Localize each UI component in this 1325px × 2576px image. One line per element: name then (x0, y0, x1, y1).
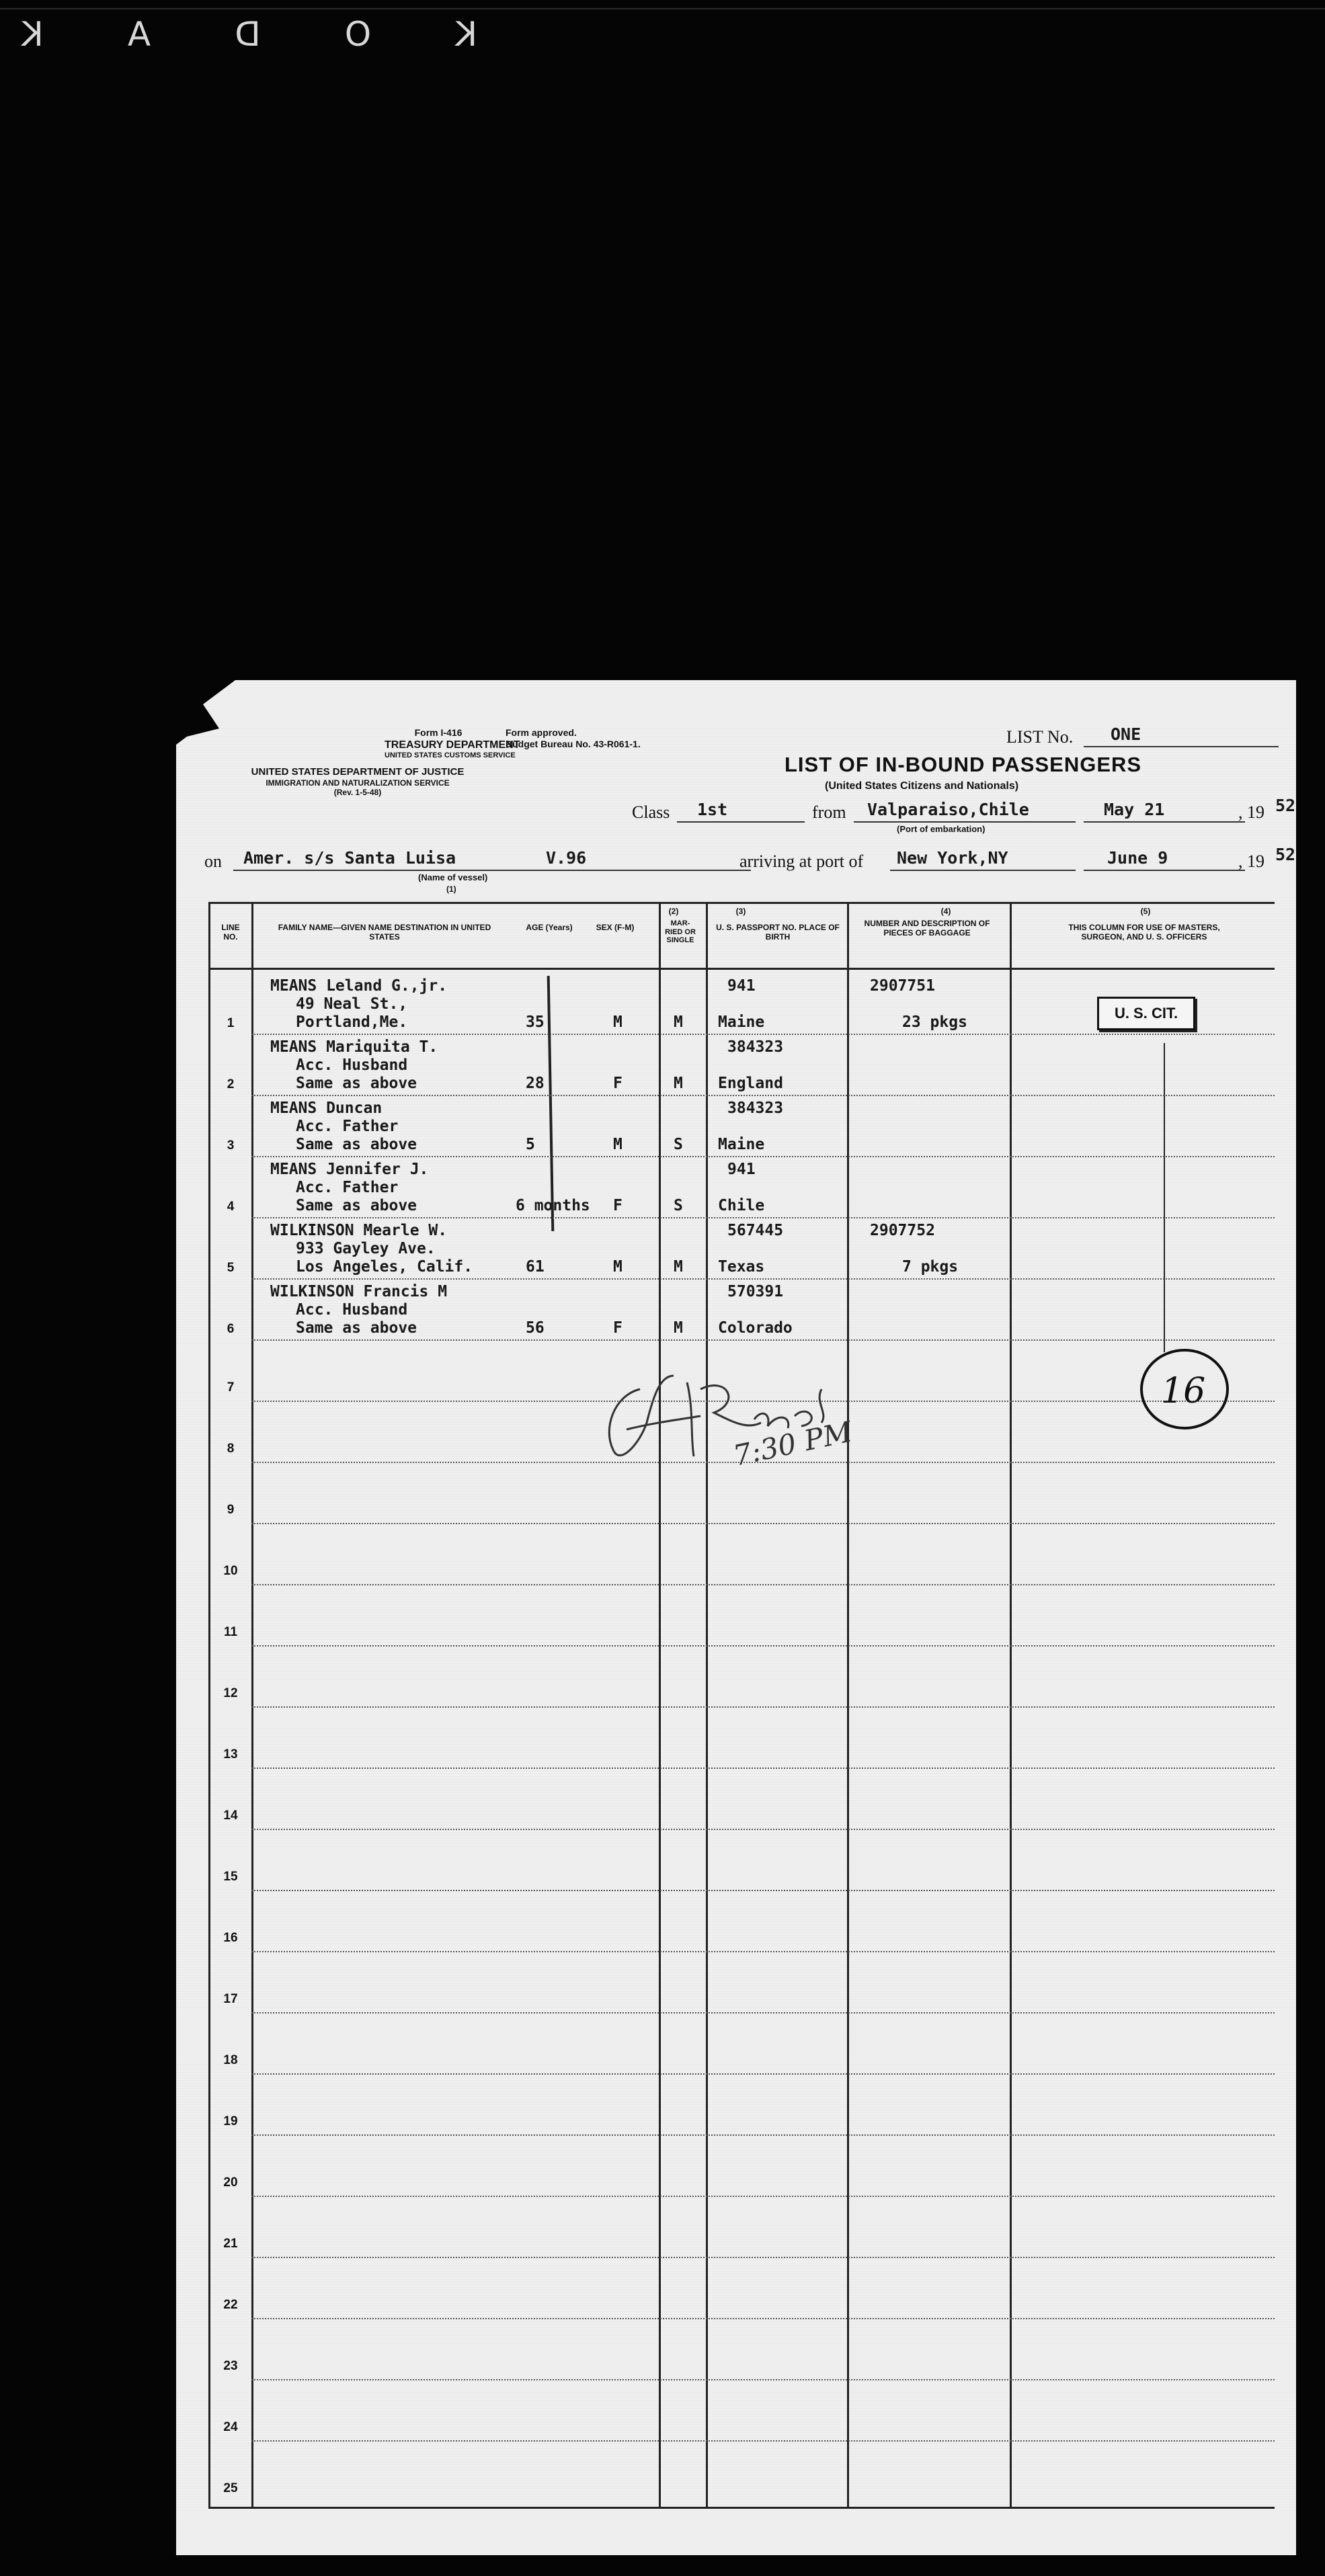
arrival-port-line (890, 870, 1076, 871)
passenger-age: 35 (526, 1013, 545, 1031)
list-number-label: LIST No. (1006, 727, 1074, 747)
place-of-birth: England (718, 1075, 783, 1092)
row-rule (251, 1890, 1275, 1891)
col-rule (251, 902, 253, 2508)
row-rule (251, 2257, 1275, 2258)
approval-block (506, 727, 641, 750)
passenger-address-1: Acc. Husband (296, 1301, 408, 1319)
passenger-age: 6 months (516, 1197, 590, 1214)
us-citizen-stamp: U. S. CIT. (1097, 997, 1195, 1030)
line-number: 9 (227, 1503, 235, 1517)
line-number: 8 (227, 1442, 235, 1456)
passport-number: 941 (727, 1161, 756, 1178)
punch-hole (128, 1295, 163, 1330)
vessel-line (233, 870, 751, 871)
manifest-sheet (176, 680, 1296, 2555)
passport-number: 384323 (727, 1099, 784, 1117)
line-number: 23 (223, 2359, 238, 2373)
row-rule (251, 1034, 1275, 1035)
form-number-block (385, 727, 520, 760)
passenger-marital: M (674, 1319, 683, 1337)
line-number: 22 (223, 2298, 238, 2312)
punch-hole (128, 1177, 163, 1212)
circled-total (1134, 1342, 1235, 1436)
list-number-line (1084, 746, 1279, 747)
line-number: 16 (223, 1931, 238, 1945)
passenger-sex: F (613, 1319, 623, 1337)
departure-date-line (1084, 821, 1245, 823)
row-rule (251, 2318, 1275, 2319)
passenger-address-2: Same as above (296, 1136, 417, 1153)
passenger-address-1: Acc. Father (296, 1118, 399, 1135)
col-num-baggage: (4) (940, 907, 951, 916)
form-approved: Form approved. (506, 727, 577, 738)
departure-date: May 21 (1104, 800, 1165, 819)
col-num-marital: (2) (668, 907, 679, 916)
embark-line (854, 821, 1076, 823)
passenger-address-1: 933 Gayley Ave. (296, 1240, 436, 1257)
col-num-passport: (3) (735, 907, 746, 916)
row-rule (251, 1156, 1275, 1157)
kodak-letter: A (126, 15, 151, 54)
class-label: Class (632, 802, 670, 822)
departure-year-prefix: , 19 (1238, 802, 1264, 822)
col-header-line: LINE NO. (221, 923, 240, 942)
line-number: 14 (223, 1809, 238, 1823)
line-number: 19 (223, 2114, 238, 2128)
officers-bracket-line (1164, 1043, 1165, 1352)
passenger-address-1: 49 Neal St., (296, 995, 408, 1013)
justice-block (203, 766, 512, 798)
line-number: 12 (223, 1686, 238, 1700)
passenger-address-2: Same as above (296, 1319, 417, 1337)
place-of-birth: Colorado (718, 1319, 793, 1337)
class-line (677, 821, 805, 823)
passenger-marital: M (674, 1075, 683, 1092)
passenger-sex: M (613, 1258, 623, 1276)
row-rule (251, 1523, 1275, 1524)
row-rule (251, 2073, 1275, 2075)
passenger-sex: F (613, 1075, 623, 1092)
row-rule (251, 2012, 1275, 2013)
passenger-age: 5 (526, 1136, 535, 1153)
class-value: 1st (697, 800, 728, 819)
handwritten-signature (600, 1349, 909, 1477)
col-rule (208, 902, 210, 2508)
place-of-birth: Maine (718, 1136, 765, 1153)
passenger-name: WILKINSON Francis M (270, 1283, 448, 1300)
punch-hole (125, 742, 160, 777)
line-number: 6 (227, 1322, 235, 1336)
line-number: 4 (227, 1200, 235, 1214)
col-rule (706, 902, 708, 2508)
passport-number: 567445 (727, 1222, 784, 1239)
kodak-letter: K (454, 15, 477, 54)
passenger-sex: M (613, 1136, 623, 1153)
punch-hole (122, 2356, 157, 2391)
baggage-description: 23 pkgs (902, 1013, 967, 1031)
col-num-officers: (5) (1140, 907, 1151, 916)
line-number: 25 (223, 2481, 238, 2495)
form-subtitle: (United States Citizens and Nationals) (825, 780, 1019, 792)
col-header-baggage: NUMBER AND DESCRIPTION OF PIECES OF BAGGAGE (864, 919, 990, 938)
row-rule (251, 2134, 1275, 2136)
line-number: 24 (223, 2420, 238, 2434)
row-rule (251, 1706, 1275, 1708)
passenger-marital: M (674, 1258, 683, 1276)
arrival-year-prefix: , 19 (1238, 851, 1264, 871)
list-number-value: ONE (1111, 724, 1141, 744)
punch-hole (124, 1917, 159, 1952)
col-header-name: FAMILY NAME—GIVEN NAME DESTINATION IN UNITED STATES (278, 923, 491, 942)
budget-bureau: Budget Bureau No. 43-R061-1. (506, 738, 641, 749)
passenger-marital: S (674, 1197, 683, 1214)
justice-dept: UNITED STATES DEPARTMENT OF JUSTICE (251, 766, 465, 778)
row-rule (251, 2379, 1275, 2380)
vessel-name: Amer. s/s Santa Luisa (243, 848, 456, 868)
table-bottom-rule (208, 2507, 1275, 2509)
port-arrival: New York,NY (897, 848, 1008, 868)
voyage-number: V.96 (546, 848, 587, 868)
passenger-address-2: Same as above (296, 1075, 417, 1092)
row-rule (251, 1645, 1275, 1647)
passenger-address-2: Portland,Me. (296, 1013, 408, 1031)
age-tick-line (547, 976, 555, 1231)
passenger-address-1: Acc. Husband (296, 1056, 408, 1074)
passenger-marital: S (674, 1136, 683, 1153)
place-of-birth: Maine (718, 1013, 765, 1031)
circled-total-value: 16 (1161, 1371, 1206, 1411)
passenger-address-1: Acc. Father (296, 1179, 399, 1196)
passenger-sex: F (613, 1197, 623, 1214)
line-number: 3 (227, 1138, 235, 1153)
passenger-age: 56 (526, 1319, 545, 1337)
line-number: 15 (223, 1870, 238, 1884)
row-rule (251, 1095, 1275, 1096)
line-number: 2 (227, 1077, 235, 1091)
line-number: 1 (227, 1016, 235, 1030)
departure-year: 52 (1275, 796, 1296, 815)
header-bottom-rule (208, 968, 1275, 970)
row-rule (251, 1584, 1275, 1585)
col-rule (659, 902, 661, 2508)
customs-service: UNITED STATES CUSTOMS SERVICE (385, 751, 516, 759)
form-number: Form I-416 (414, 727, 463, 738)
col-header-officers: THIS COLUMN FOR USE OF MASTERS, SURGEON, AND U. S. OFFICERS (1068, 923, 1220, 942)
baggage-number: 2907752 (870, 1222, 935, 1239)
kodak-letter: D (233, 15, 261, 54)
col-rule (1010, 902, 1012, 2508)
punch-hole (122, 2469, 157, 2504)
arrival-date-line (1084, 870, 1245, 871)
vessel-col: (1) (446, 884, 456, 894)
passenger-name: WILKINSON Mearle W. (270, 1222, 448, 1239)
embark-caption: (Port of embarkation) (897, 824, 986, 834)
film-edge-kodak (20, 15, 477, 54)
row-rule (251, 2440, 1275, 2442)
line-number: 18 (223, 2053, 238, 2067)
line-number: 10 (223, 1564, 238, 1578)
line-number: 17 (223, 1992, 238, 2006)
row-rule (251, 2196, 1275, 2197)
baggage-description: 7 pkgs (902, 1258, 959, 1276)
line-number: 5 (227, 1261, 235, 1275)
baggage-number: 2907751 (870, 977, 935, 995)
place-of-birth: Chile (718, 1197, 765, 1214)
film-edge-line (0, 8, 1325, 9)
passenger-age: 61 (526, 1258, 545, 1276)
col-header-marital: MAR- RIED OR SINGLE (665, 919, 696, 945)
line-number: 7 (227, 1380, 235, 1395)
col-header-sex: SEX (F-M) (596, 923, 635, 932)
vessel-caption: (Name of vessel) (418, 872, 488, 882)
col-rule (847, 902, 849, 2508)
line-number: 13 (223, 1747, 238, 1761)
ins-service: IMMIGRATION AND NATURALIZATION SERVICE (266, 778, 450, 788)
kodak-letter: K (20, 15, 44, 54)
arriving-label: arriving at port of (739, 851, 864, 871)
passenger-address-2: Same as above (296, 1197, 417, 1214)
row-rule (251, 1951, 1275, 1952)
punch-hole (105, 1593, 140, 1628)
col-header-passport: U. S. PASSPORT NO. PLACE OF BIRTH (716, 923, 840, 942)
passenger-name: MEANS Mariquita T. (270, 1038, 438, 1056)
from-label: from (812, 802, 846, 822)
punch-hole (124, 2028, 159, 2063)
row-rule (251, 1768, 1275, 1769)
table-top-rule (208, 902, 1275, 904)
row-rule (251, 1339, 1275, 1341)
punch-hole (106, 859, 141, 894)
passenger-name: MEANS Duncan (270, 1099, 383, 1117)
line-number: 20 (223, 2175, 238, 2190)
row-rule (251, 1829, 1275, 1830)
passenger-marital: M (674, 1013, 683, 1031)
handwritten-time: 7:30 PM (730, 1415, 855, 1472)
passport-number: 570391 (727, 1283, 784, 1300)
treasury-dept: TREASURY DEPARTMENT (385, 739, 520, 751)
passenger-sex: M (613, 1013, 623, 1031)
passenger-address-2: Los Angeles, Calif. (296, 1258, 473, 1276)
passport-number: 384323 (727, 1038, 784, 1056)
passenger-age: 28 (526, 1075, 545, 1092)
place-of-birth: Texas (718, 1258, 765, 1276)
arrival-year: 52 (1275, 845, 1296, 864)
passport-number: 941 (727, 977, 756, 995)
passenger-name: MEANS Leland G.,jr. (270, 977, 448, 995)
arrival-date: June 9 (1107, 848, 1168, 868)
line-number: 21 (223, 2237, 238, 2251)
line-number: 11 (223, 1625, 238, 1639)
passenger-name: MEANS Jennifer J. (270, 1161, 429, 1178)
port-embarkation: Valparaiso,Chile (867, 800, 1029, 819)
row-rule (251, 1278, 1275, 1280)
revision: (Rev. 1-5-48) (333, 788, 382, 798)
form-title: LIST OF IN-BOUND PASSENGERS (785, 753, 1142, 776)
kodak-letter: O (343, 15, 372, 54)
row-rule (251, 1217, 1275, 1218)
on-label: on (204, 851, 222, 871)
col-header-age: AGE (Years) (526, 923, 573, 932)
